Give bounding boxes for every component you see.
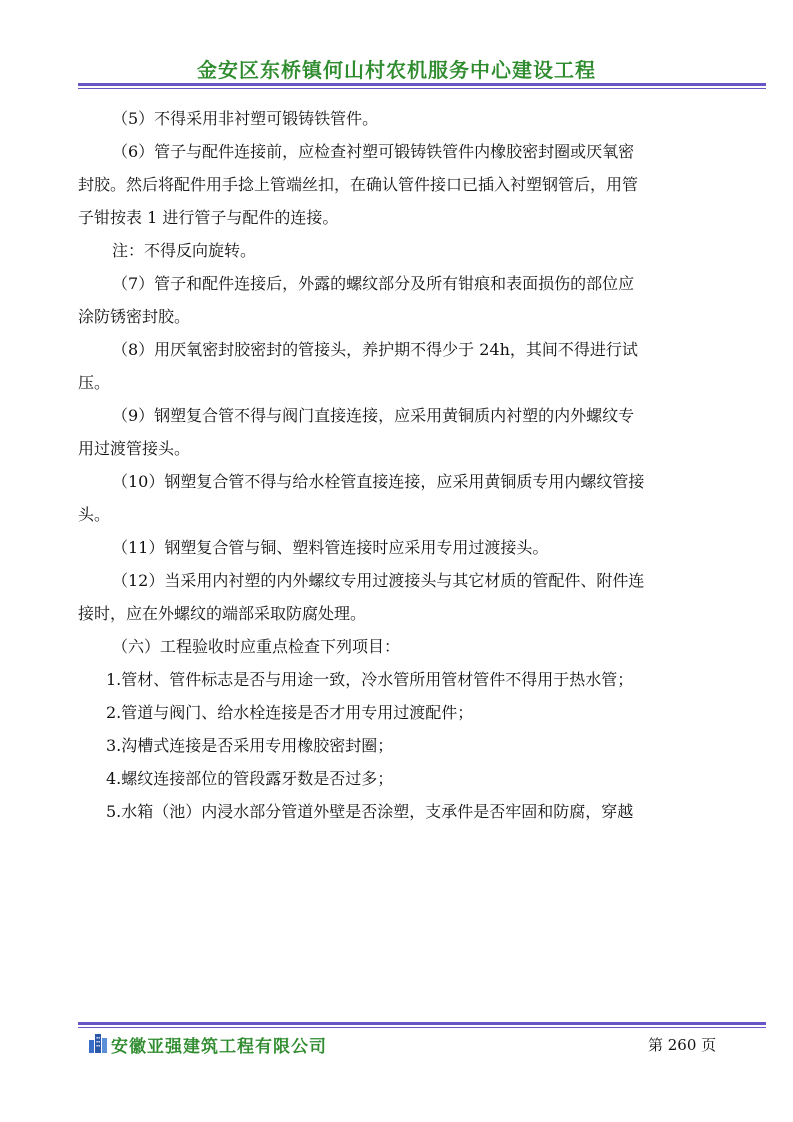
list-item bbox=[106, 762, 724, 795]
paragraph bbox=[78, 267, 724, 333]
document-title: 金安区东桥镇何山村农机服务中心建设工程 bbox=[197, 58, 596, 82]
paragraph bbox=[112, 102, 724, 135]
page-number: 第 260 页 bbox=[648, 1036, 717, 1054]
list-item bbox=[106, 696, 724, 729]
list-item bbox=[106, 795, 724, 828]
paragraph-line: （7）管子和配件连接后，外露的螺纹部分及所有钳痕和表面损伤的部位应 bbox=[112, 274, 635, 293]
paragraph bbox=[78, 465, 724, 531]
paragraph-line: 1.管材、管件标志是否与用途一致，冷水管所用管材管件不得用于热水管； bbox=[106, 670, 634, 689]
paragraph-line: 用过渡管接头。 bbox=[78, 439, 191, 458]
document-body bbox=[78, 102, 724, 828]
paragraph-line: （10）钢塑复合管不得与给水栓管直接连接，应采用黄铜质专用内螺纹管接 bbox=[112, 472, 645, 491]
paragraph-line: 5.水箱（池）内浸水部分管道外壁是否涂塑，支承件是否牢固和防腐，穿越 bbox=[106, 802, 634, 821]
paragraph bbox=[78, 333, 724, 399]
building-logo-icon bbox=[88, 1032, 108, 1054]
paragraph-line: 3.沟槽式连接是否采用专用橡胶密封圈； bbox=[106, 736, 394, 755]
paragraph-line: 2.管道与阀门、给水栓连接是否才用专用过渡配件； bbox=[106, 703, 474, 722]
paragraph bbox=[112, 531, 724, 564]
paragraph bbox=[78, 399, 724, 465]
list-item bbox=[106, 663, 724, 696]
header-rule-thick bbox=[78, 83, 766, 86]
paragraph bbox=[78, 564, 724, 630]
paragraph-line: （6）管子与配件连接前，应检查衬塑可锻铸铁管件内橡胶密封圈或厌氧密 bbox=[112, 142, 635, 161]
paragraph-line: （11）钢塑复合管与铜、塑料管连接时应采用专用过渡接头。 bbox=[112, 538, 549, 557]
footer-rule-thick bbox=[78, 1022, 766, 1025]
paragraph-line: （六）工程验收时应重点检查下列项目： bbox=[112, 637, 401, 656]
paragraph-line: 涂防锈密封胶。 bbox=[78, 307, 191, 326]
paragraph-line: 压。 bbox=[78, 373, 111, 392]
paragraph-line: 头。 bbox=[78, 505, 111, 524]
paragraph bbox=[78, 135, 724, 234]
paragraph-line: （9）钢塑复合管不得与阀门直接连接，应采用黄铜质内衬塑的内外螺纹专 bbox=[112, 406, 635, 425]
footer-rule-thin bbox=[78, 1027, 766, 1028]
paragraph-line: 子钳按表 1 进行管子与配件的连接。 bbox=[78, 208, 339, 227]
header-rule-thin bbox=[78, 88, 766, 89]
paragraph-line: （5）不得采用非衬塑可锻铸铁管件。 bbox=[112, 109, 379, 128]
company-name: 安徽亚强建筑工程有限公司 bbox=[111, 1037, 327, 1057]
section-heading bbox=[112, 630, 724, 663]
paragraph-line: （8）用厌氧密封胶密封的管接头，养护期不得少于 24h，其间不得进行试 bbox=[112, 340, 638, 359]
paragraph-line: 4.螺纹连接部位的管段露牙数是否过多； bbox=[106, 769, 394, 788]
paragraph-line: 接时，应在外螺纹的端部采取防腐处理。 bbox=[78, 604, 367, 623]
paragraph-line: （12）当采用内衬塑的内外螺纹专用过渡接头与其它材质的管配件、附件连 bbox=[112, 571, 645, 590]
paragraph-line: 注：不得反向旋转。 bbox=[112, 241, 257, 260]
paragraph-line: 封胶。然后将配件用手捻上管端丝扣，在确认管件接口已插入衬塑钢管后，用管 bbox=[78, 175, 639, 194]
note bbox=[112, 234, 724, 267]
list-item bbox=[106, 729, 724, 762]
